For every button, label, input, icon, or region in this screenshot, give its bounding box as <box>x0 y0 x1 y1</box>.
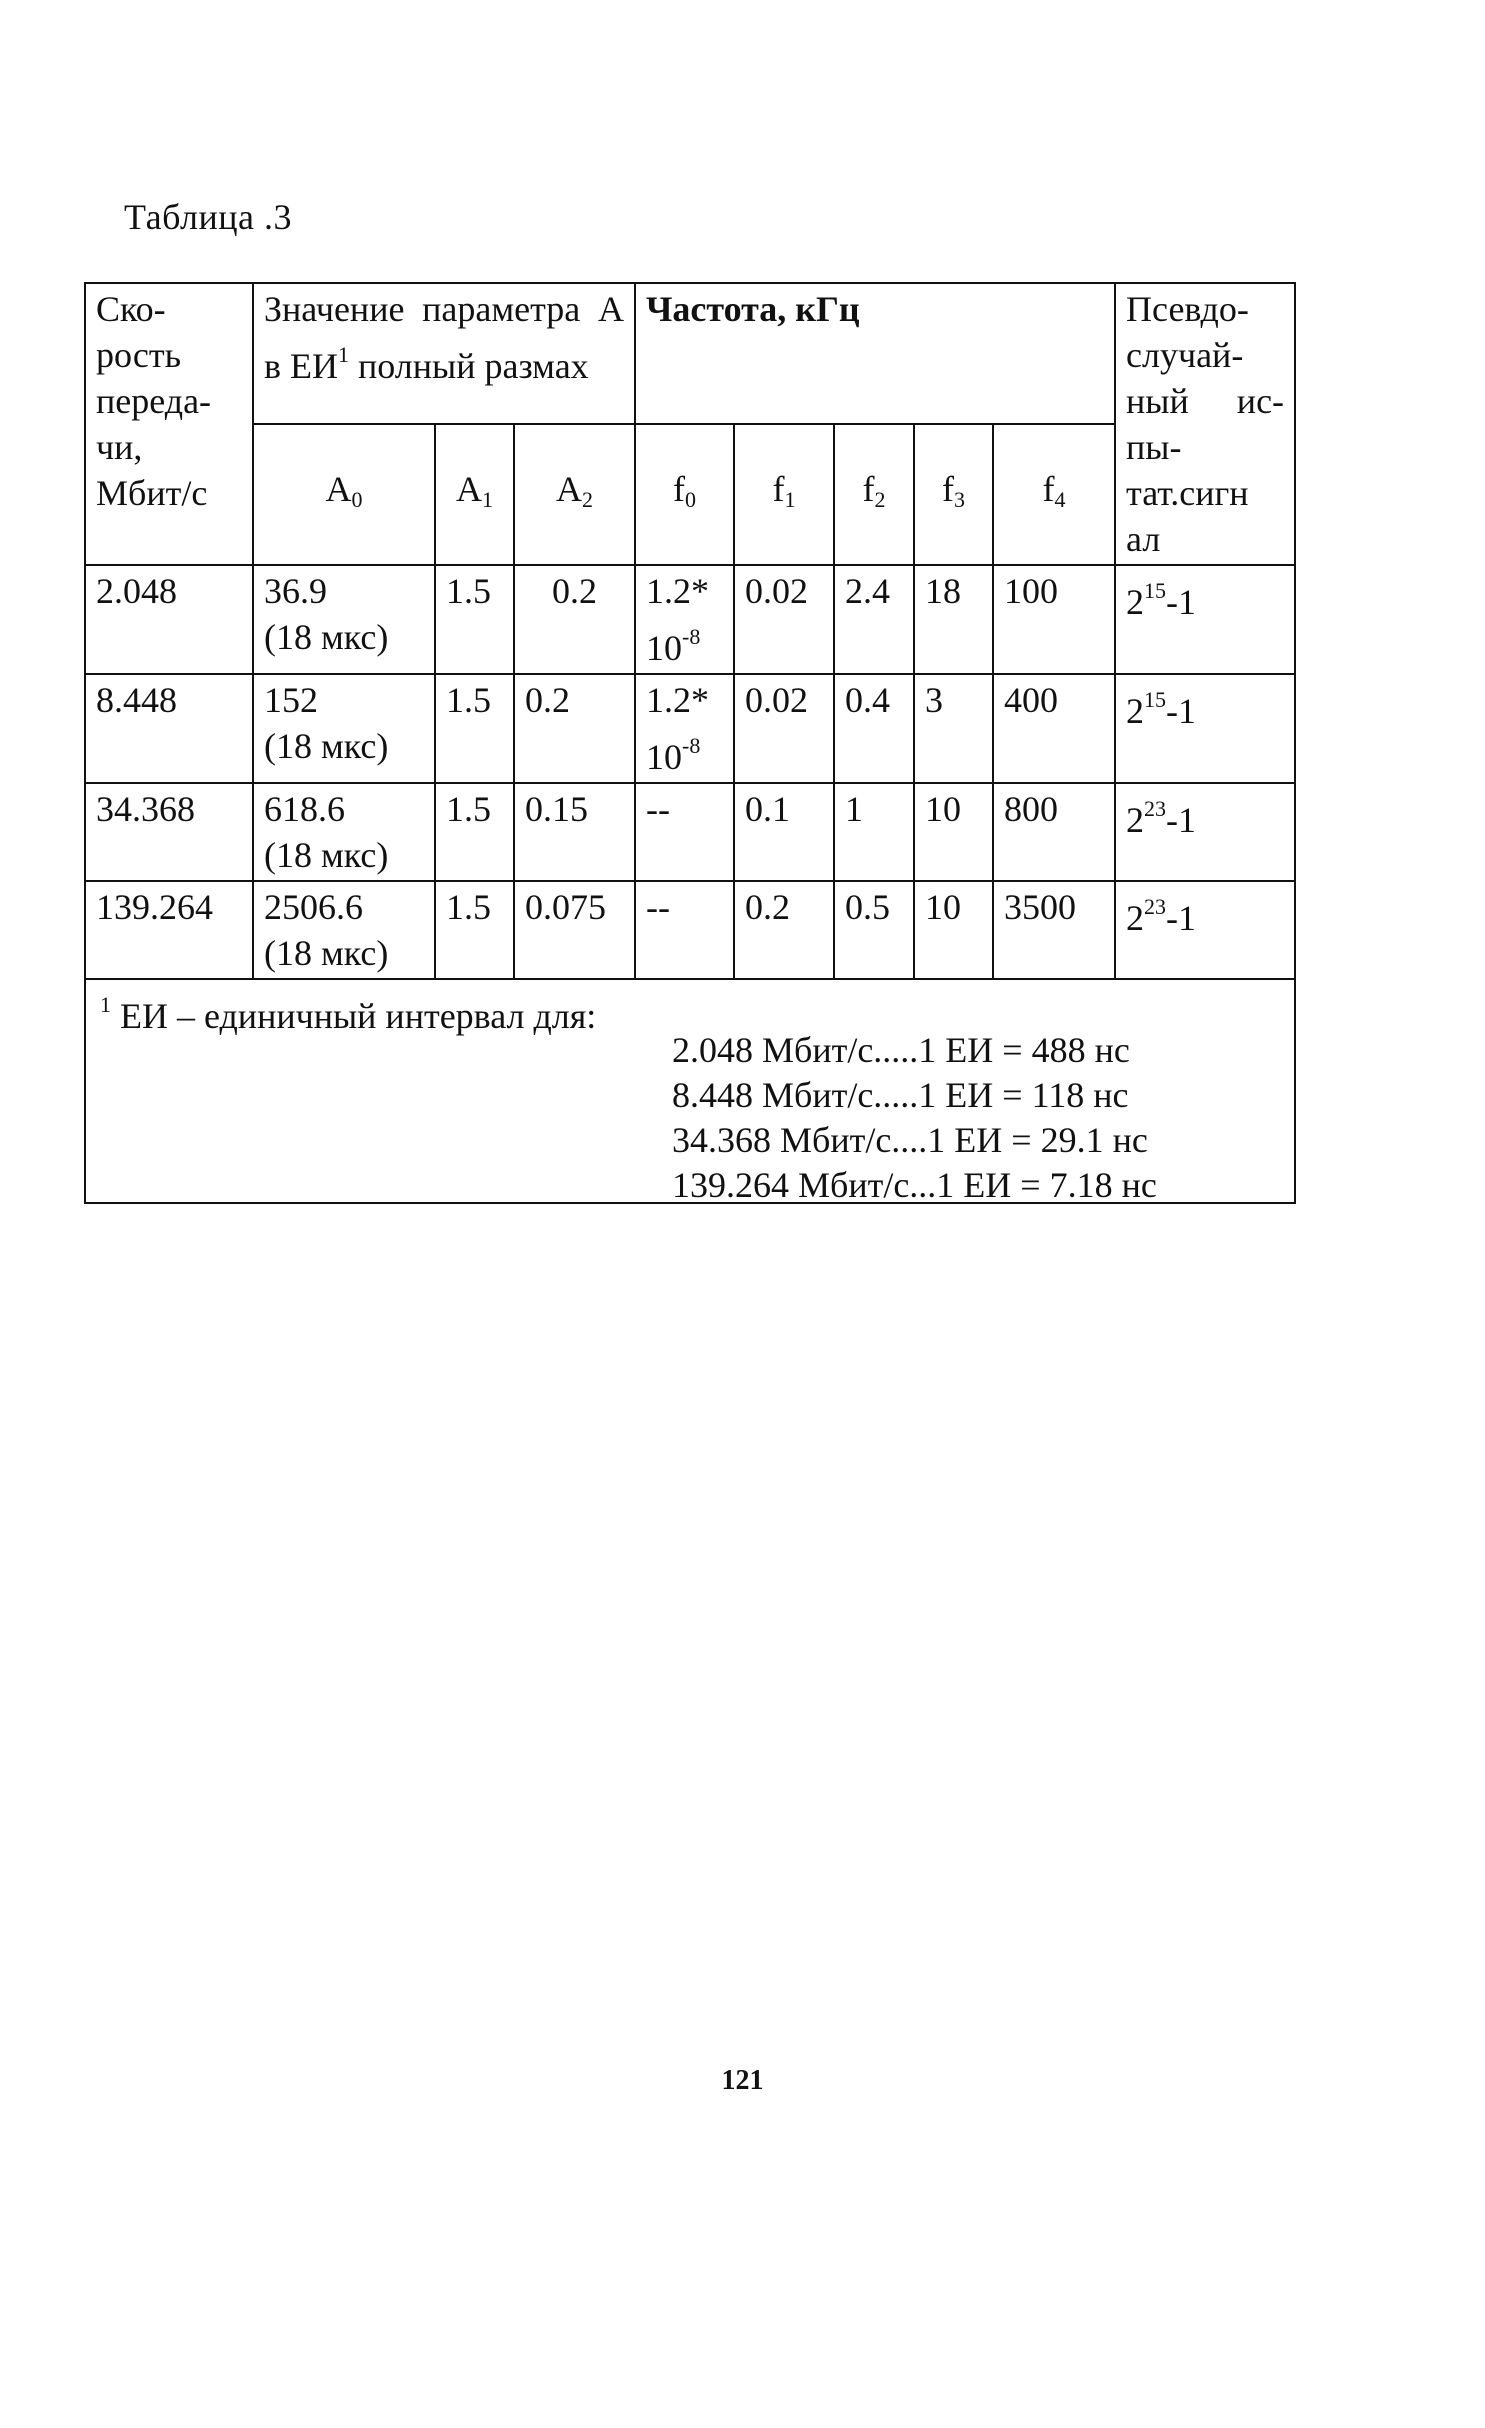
cell-f1: 0.1 <box>734 783 834 881</box>
header-param-text: Значение параметра А в ЕИ <box>264 289 624 386</box>
cell-f3: 10 <box>914 783 993 881</box>
header-a2: $A_2$ <box>514 424 635 565</box>
cell-f4: 100 <box>993 565 1115 674</box>
cell-f1: 0.02 <box>734 565 834 674</box>
header-param-sup: 1 <box>338 342 349 367</box>
header-f4: $f_4$ <box>993 424 1115 565</box>
cell-f2: 0.4 <box>834 674 914 783</box>
cell-f3: 10 <box>914 881 993 979</box>
footnote-item: 8.448 Мбит/с.....1 ЕИ = 118 нс <box>672 1075 1129 1115</box>
footnote-list <box>672 1028 1157 1203</box>
cell-f1: 0.02 <box>734 674 834 783</box>
cell-a2: 0.2 <box>514 565 635 674</box>
cell-a1: 1.5 <box>435 674 514 783</box>
header-pseudo: Псевдо-случай-ный ис-пы-тат.сигн ал <box>1115 283 1295 565</box>
cell-a0: 152 (18 мкс) <box>253 674 435 783</box>
header-speed: Ско-рость переда-чи, Мбит/с <box>85 283 253 565</box>
cell-f2: 1 <box>834 783 914 881</box>
header-a1: $A_1$ <box>435 424 514 565</box>
header-row-2 <box>85 424 1295 565</box>
footnote-cell <box>85 979 1295 1203</box>
footnote-item: 2.048 Мбит/с.....1 ЕИ = 488 нс <box>672 1030 1130 1070</box>
header-param-tail: полный размах <box>349 346 589 386</box>
cell-f0: -- <box>635 783 734 881</box>
cell-a2: 0.075 <box>514 881 635 979</box>
table-row <box>85 881 1295 979</box>
cell-f4: 3500 <box>993 881 1115 979</box>
footnote-item: 34.368 Мбит/с....1 ЕИ = 29.1 нс <box>672 1120 1148 1160</box>
cell-signal: $2^{15}-1$ <box>1115 565 1295 674</box>
header-f0: $f_0$ <box>635 424 734 565</box>
header-row-1 <box>85 283 1295 424</box>
cell-a0: 618.6 (18 мкс) <box>253 783 435 881</box>
header-f2: $f_2$ <box>834 424 914 565</box>
cell-signal: $2^{23}-1$ <box>1115 783 1295 881</box>
cell-a2: 0.2 <box>514 674 635 783</box>
header-f3: $f_3$ <box>914 424 993 565</box>
cell-a1: 1.5 <box>435 565 514 674</box>
header-a0: $A_0$ <box>253 424 435 565</box>
cell-signal: $2^{23}-1$ <box>1115 881 1295 979</box>
table-row <box>85 565 1295 674</box>
cell-f3: 18 <box>914 565 993 674</box>
cell-a0: 2506.6 (18 мкс) <box>253 881 435 979</box>
cell-a1: 1.5 <box>435 881 514 979</box>
table-row <box>85 783 1295 881</box>
cell-f0: 1.2* $10^{-8}$ <box>635 565 734 674</box>
cell-speed: 34.368 <box>85 783 253 881</box>
cell-a2: 0.15 <box>514 783 635 881</box>
cell-f2: 2.4 <box>834 565 914 674</box>
cell-f4: 400 <box>993 674 1115 783</box>
cell-f3: 3 <box>914 674 993 783</box>
cell-speed: 8.448 <box>85 674 253 783</box>
cell-f0: -- <box>635 881 734 979</box>
header-f1: $f_1$ <box>734 424 834 565</box>
table-row <box>85 674 1295 783</box>
data-table <box>84 282 1296 1204</box>
cell-a0: 36.9 (18 мкс) <box>253 565 435 674</box>
cell-f2: 0.5 <box>834 881 914 979</box>
footnote-row <box>85 979 1295 1203</box>
cell-f4: 800 <box>993 783 1115 881</box>
cell-a1: 1.5 <box>435 783 514 881</box>
footnote-text: ЕИ – единичный интервал для: <box>111 996 597 1036</box>
header-freq: Частота, кГц <box>635 283 1115 424</box>
header-param <box>253 283 635 424</box>
cell-f0: 1.2* $10^{-8}$ <box>635 674 734 783</box>
cell-speed: 2.048 <box>85 565 253 674</box>
cell-speed: 139.264 <box>85 881 253 979</box>
footnote-heading <box>100 982 596 1039</box>
cell-f1: 0.2 <box>734 881 834 979</box>
cell-signal: $2^{15}-1$ <box>1115 674 1295 783</box>
footnote-item: 139.264 Мбит/с...1 ЕИ = 7.18 нс <box>672 1165 1157 1203</box>
page-number: 121 <box>721 2065 764 2096</box>
table-caption: Таблица .3 <box>124 197 292 237</box>
footnote-marker: 1 <box>100 992 111 1017</box>
